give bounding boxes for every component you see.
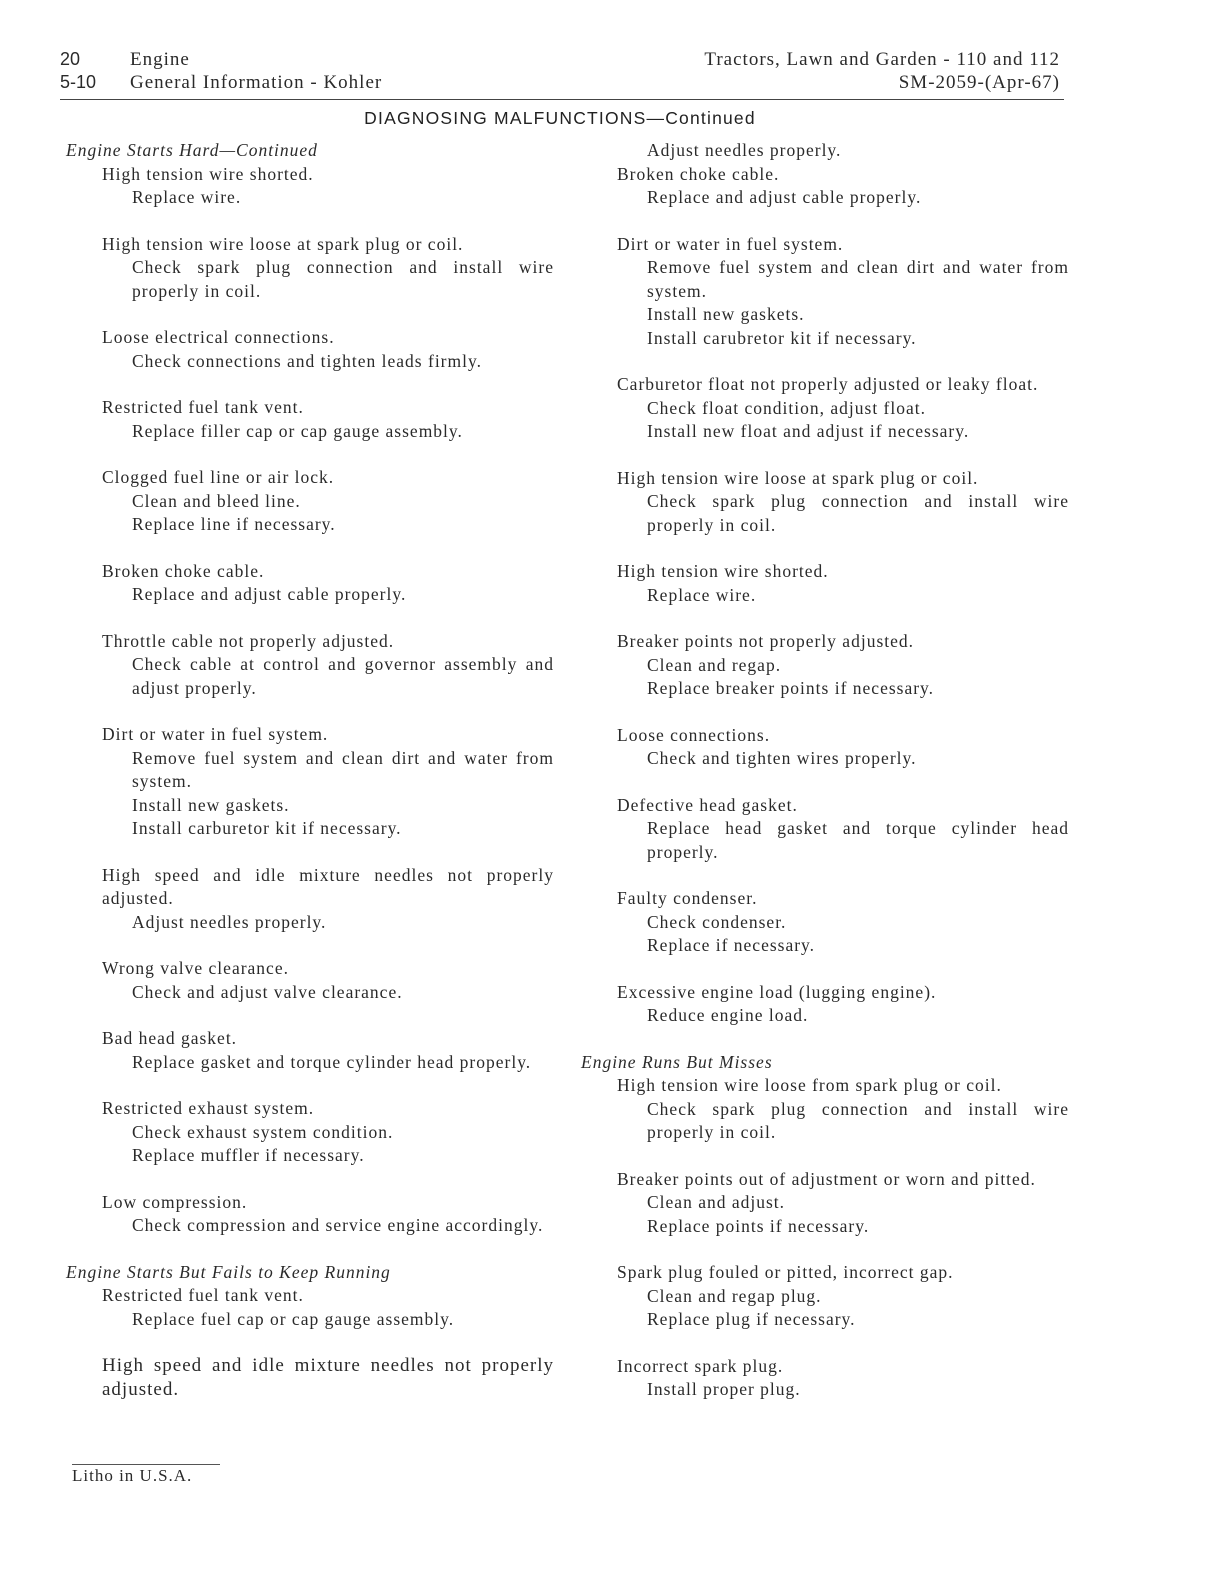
troubleshooting-item [617,163,1069,210]
section-title-engine: Engine [130,49,190,70]
troubleshooting-item [102,1284,554,1331]
troubleshooting-item [617,373,1069,444]
troubleshooting-item [617,724,1069,771]
cause-text: Bad head gasket. [102,1028,238,1048]
troubleshooting-item [102,630,554,701]
left-column [66,139,554,1401]
cause-text: Restricted exhaust system. [102,1098,315,1118]
cause-text: High speed and idle mixture needles not properly adjusted. [102,864,554,908]
troubleshooting-item [102,864,554,935]
cause-text: Loose electrical connections. [102,327,335,347]
troubleshooting-item [617,887,1069,958]
cause-text: Loose connections. [617,724,771,745]
cause-text: Incorrect spark plug. [617,1355,784,1376]
cause-text: Dirt or water in fuel system. [617,233,844,254]
cause-text: Dirt or water in fuel system. [102,724,329,744]
cause-text: High tension wire shorted. [617,561,829,581]
cause-text: Restricted fuel tank vent. [102,397,304,417]
remedy-text: Replace head gasket and torque cylinder head properly. [647,818,1069,862]
remedy-text: Install new gaskets. [647,304,805,324]
troubleshooting-item [617,467,1069,538]
remedy-text: Adjust needles properly. [132,911,327,932]
remedy-text: Clean and adjust. [647,1192,786,1212]
remedy-text: Check spark plug connection and install wire properly in coil. [647,1098,1069,1142]
cause-text: Restricted fuel tank vent. [102,1285,304,1305]
remedy-text: Check spark plug connection and install wire properly in coil. [132,257,554,301]
troubleshooting-item [102,163,554,210]
section-heading: DIAGNOSING MALFUNCTIONS—Continued [364,108,756,128]
section-number: 5-10 [60,72,97,92]
troubleshooting-item [102,723,554,841]
remedy-text: Check connections and tighten leads firmly. [132,350,482,371]
remedy-text: Replace breaker points if necessary. [647,678,935,698]
troubleshooting-item [617,981,1069,1028]
remedy-text: Install proper plug. [647,1379,801,1399]
remedy-text: Replace muffler if necessary. [132,1145,365,1165]
cause-text: Defective head gasket. [617,794,798,815]
cause-text: Clogged fuel line or air lock. [102,467,335,487]
troubleshooting-item [617,1355,1069,1402]
manual-code: SM-2059-(Apr-67) [898,72,1060,93]
troubleshooting-item [617,1074,1069,1145]
cause-text: High tension wire loose at spark plug or coil. [102,233,464,254]
cause-text: Throttle cable not properly adjusted. [102,630,395,651]
troubleshooting-item [102,326,554,373]
troubleshooting-item [617,560,1069,607]
cause-text: Wrong valve clearance. [102,958,289,978]
remedy-text: Replace points if necessary. [647,1215,870,1236]
cause-text: Broken choke cable. [102,560,265,581]
remedy-text: Replace line if necessary. [132,514,336,534]
cause-text: Carburetor float not properly adjusted or leaky float. [617,374,1039,394]
cause-text: Spark plug fouled or pitted, incorrect gap. [617,1262,954,1282]
remedy-text: Check and adjust valve clearance. [132,981,403,1002]
cause-text: Breaker points out of adjustment or worn and pitted. [617,1168,1036,1189]
remedy-text: Reduce engine load. [647,1005,809,1025]
remedy-text: Replace wire. [132,187,242,207]
cause-text: Breaker points not properly adjusted. [617,631,915,651]
cause-text: High tension wire shorted. [102,163,314,184]
remedy-text: Replace filler cap or cap gauge assembly. [132,420,463,441]
troubleshooting-item [617,630,1069,701]
troubleshooting-item [617,1261,1069,1332]
troubleshooting-item [102,466,554,537]
footer-litho: Litho in U.S.A. [72,1466,193,1485]
remedy-text: Check compression and service engine accordingly. [132,1215,544,1235]
page-header-right [704,48,1060,94]
cause-text: Faulty condenser. [617,888,758,908]
remedy-text: Replace and adjust cable properly. [647,187,922,207]
subheading-engine-starts-hard: Engine Starts Hard—Continued [66,140,318,160]
remedy-text: Check and tighten wires properly. [647,748,917,768]
remedy-text: Install new gaskets. [132,794,290,815]
page-header-left [60,48,382,94]
remedy-text: Remove fuel system and clean dirt and water from system. [132,747,554,791]
remedy-text: Replace plug if necessary. [647,1309,856,1329]
remedy-text: Replace fuel cap or cap gauge assembly. [132,1308,455,1329]
product-name: Tractors, Lawn and Garden - 110 and 112 [704,49,1060,70]
cause-text: Broken choke cable. [617,163,780,184]
subheading-fails-to-keep-running: Engine Starts But Fails to Keep Running [66,1261,391,1282]
remedy-text: Remove fuel system and clean dirt and water from system. [647,257,1069,301]
remedy-text: Check cable at control and governor assembly and adjust properly. [132,654,554,698]
header-divider [60,99,1064,100]
remedy-text: Replace and adjust cable properly. [132,584,407,604]
cause-text: Excessive engine load (lugging engine). [617,981,937,1002]
troubleshooting-item [102,1097,554,1168]
remedy-text: Install carburetor kit if necessary. [132,818,402,838]
troubleshooting-item [102,957,554,1004]
remedy-text: Clean and regap plug. [647,1285,822,1306]
troubleshooting-item [102,1027,554,1074]
page-number: 20 [60,49,81,69]
troubleshooting-item [617,794,1069,865]
troubleshooting-item [102,1191,554,1238]
cause-text: High tension wire loose from spark plug or coil. [617,1075,1002,1095]
remedy-text: Check exhaust system condition. [132,1121,394,1142]
section-subtitle: General Information - Kohler [130,72,383,93]
right-column [581,139,1069,1425]
troubleshooting-item [102,560,554,607]
remedy-text: Check float condition, adjust float. [647,397,927,418]
troubleshooting-item [617,1168,1069,1239]
troubleshooting-list [102,1284,554,1331]
remedy-text: Replace gasket and torque cylinder head properly. [132,1051,532,1072]
footer-divider [72,1464,220,1465]
troubleshooting-item [617,233,1069,351]
remedy-text: Check condenser. [647,911,787,932]
remedy-text: Replace if necessary. [647,935,816,955]
cause-text: Low compression. [102,1191,248,1212]
troubleshooting-list [102,163,554,1238]
troubleshooting-list [617,163,1069,1028]
remedy-text: Adjust needles properly. [647,140,842,160]
remedy-text: Clean and bleed line. [132,490,301,511]
remedy-text: Check spark plug connection and install wire properly in coil. [647,491,1069,535]
subheading-runs-but-misses: Engine Runs But Misses [581,1051,773,1072]
troubleshooting-list [617,1074,1069,1402]
troubleshooting-item [102,233,554,304]
cause-text: High speed and idle mixture needles not properly adjusted. [102,1355,554,1400]
remedy-text: Install new float and adjust if necessary. [647,421,970,441]
cause-text: High tension wire loose at spark plug or coil. [617,467,979,488]
remedy-text: Replace wire. [647,584,757,605]
troubleshooting-item [102,396,554,443]
remedy-text: Clean and regap. [647,654,782,675]
remedy-text: Install carubretor kit if necessary. [647,327,917,348]
